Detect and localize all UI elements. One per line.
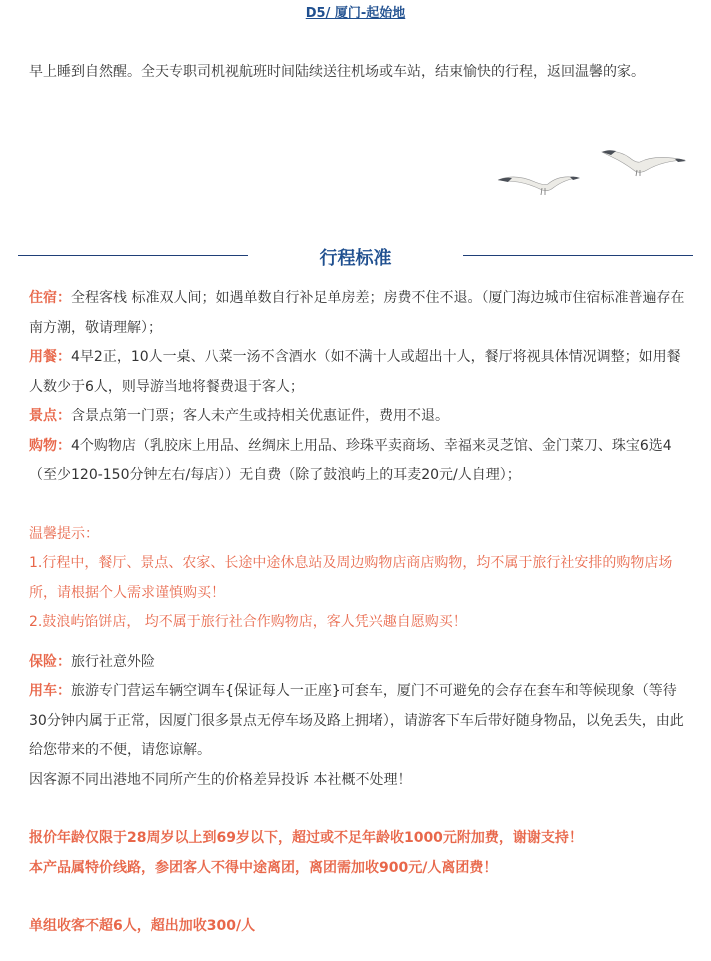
insurance-label: 保险： [29, 653, 71, 670]
insurance-text: 旅行社意外险 [71, 653, 155, 670]
group-limit-notice: 单组收客不超6人，超出加收300/人 [29, 918, 256, 934]
meals-label: 用餐： [29, 349, 71, 365]
age-limit-notice: 报价年龄仅限于28周岁以上到69岁以下，超过或不足年龄收1000元附加费，谢谢支持！ [29, 830, 583, 846]
tips-item-2: 2.鼓浪屿馅饼店， 均不属于旅行社合作购物店，客人凭兴趣自愿购买！ [29, 614, 467, 630]
sights-text: 含景点第一门票；客人未产生或持相关优惠证件，费用不退。 [71, 408, 449, 424]
accommodation-label: 住宿： [29, 290, 71, 306]
shopping-row [29, 432, 691, 491]
meals-row [29, 343, 691, 402]
spacer [29, 795, 691, 824]
vehicle-text: 旅游专门营运车辆空调车{保证每人一正座}可套车，厦门不可避免的会存在套车和等候现象（等待30分钟内属于正常，因厦门很多景点无停车场及路上拥堵），请游客下车后带好随身物品，以免丢失，由此给您带来的不便，请您谅解。 [29, 683, 684, 758]
shopping-text: 4个购物店（乳胶床上用品、丝绸床上用品、珍珠平卖商场、幸福来灵芝馆、金门菜刀、珠宝6选4 （至少120-150分钟左右/每店））无自费（除了鼓浪屿上的耳麦20元/人自理）； [29, 437, 672, 483]
day-description: 早上睡到自然醒。全天专职司机视航班时间陆续送往机场或车站，结束愉快的行程，返回温馨的家。 [29, 64, 645, 80]
day-title[interactable]: D5/ 厦门-起始地 [305, 6, 406, 21]
sights-label: 景点： [29, 408, 71, 424]
insurance-row [29, 648, 691, 678]
sights-row [29, 402, 691, 432]
section-divider-right [463, 255, 693, 256]
vehicle-row [29, 677, 691, 766]
shopping-label: 购物： [29, 437, 71, 454]
seagull-left-icon [498, 177, 580, 195]
itinerary-standards [29, 284, 691, 942]
section-header [18, 244, 693, 276]
special-price-notice: 本产品属特价线路，参团客人不得中途离团，离团需加收900元/人离团费！ [29, 859, 498, 876]
seagulls-illustration [490, 140, 690, 205]
accommodation-text: 全程客栈 标准双人间；如遇单数自行补足单房差；房费不住不退。（厦门海边城市住宿标准普遍存在南方潮，敬请理解）； [29, 290, 685, 336]
spacer [29, 491, 691, 520]
accommodation-row [29, 284, 691, 343]
meals-text: 4早2正，10人一桌、八菜一汤不含酒水（如不满十人或超出十人，餐厅将视具体情况调整；如用餐人数少于6人，则导游当地将餐费退于客人； [29, 349, 681, 395]
vehicle-label: 用车： [29, 683, 71, 699]
tips-heading: 温馨提示： [29, 525, 99, 542]
spacer [29, 638, 691, 648]
complaint-note: 因客源不同出港地不同所产生的价格差异投诉 本社概不处理！ [29, 771, 412, 788]
tips-item-1: 1.行程中，餐厅、景点、农家、长途中途休息站及周边购物店商店购物，均不属于旅行社安排的购物店场所，请根据个人需求谨慎购买！ [29, 555, 673, 601]
spacer [29, 883, 691, 912]
seagull-right-icon [602, 150, 686, 176]
section-title: 行程标准 [319, 248, 392, 269]
